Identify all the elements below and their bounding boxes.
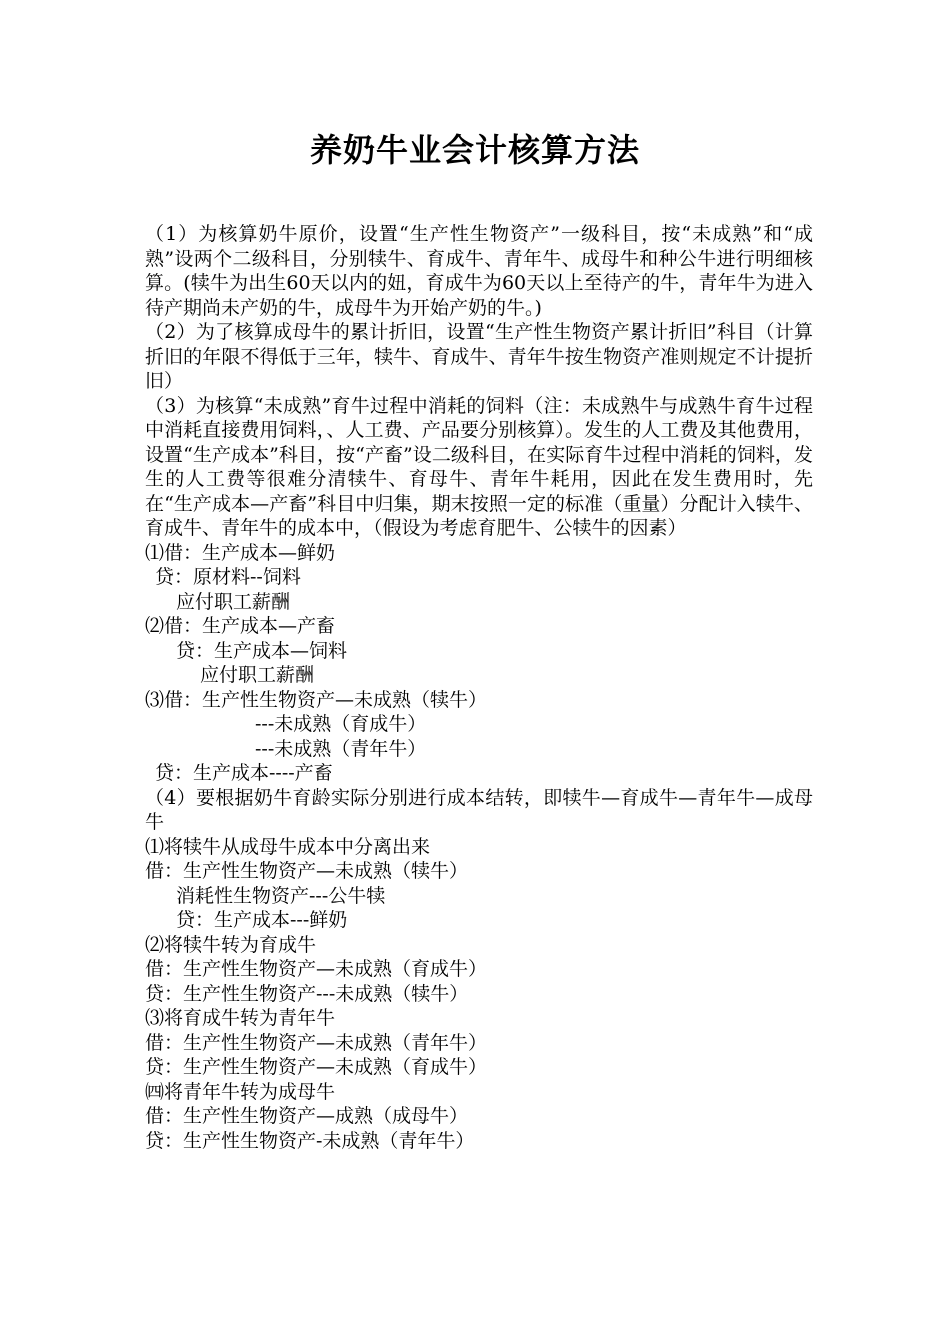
entry-3-debit-2: ---未成熟（育成牛） [255, 713, 427, 735]
entry-1-credit: 贷：原材料--饲料 [155, 566, 301, 588]
step-1-debit: 借：生产性生物资产—未成熟（犊牛） [145, 860, 469, 882]
step-1-credit: 贷：生产成本---鲜奶 [176, 909, 348, 931]
paragraph-2: （2）为了核算成母牛的累计折旧，设置“生产性生物资产累计折旧”科目（计算折旧的年限不得低于三年，犊牛、育成牛、青年牛按生物资产准则规定不计提折旧） [145, 321, 813, 392]
step-4-debit: 借：生产性生物资产—成熟（成母牛） [145, 1105, 469, 1127]
step-4-heading: ㈣将青年牛转为成母牛 [145, 1080, 336, 1103]
entry-1-credit-2: 应付职工薪酬 [176, 590, 291, 613]
step-3-debit: 借：生产性生物资产—未成熟（青年牛） [145, 1031, 488, 1054]
step-2-credit: 贷：生产性生物资产---未成熟（犊牛） [145, 982, 469, 1005]
entry-3-debit: ⑶借：生产性生物资产—未成熟（犊牛） [145, 688, 488, 711]
step-3-credit: 贷：生产性生物资产—未成熟（育成牛） [145, 1056, 488, 1078]
entry-3-credit: 贷：生产成本----产畜 [155, 762, 333, 784]
paragraph-1: （1）为核算奶牛原价，设置“生产性生物资产”一级科目，按“未成熟”和“成熟”设两个二级科目，分别犊牛、育成牛、青年牛、成母牛和种公牛进行明细核算。(犊牛为出生60天以内的妞，育成牛为60天以上至待产的牛，青年牛为进入待产期尚未产奶的牛，成母牛为开始产奶的牛。) [145, 223, 813, 319]
step-4-credit: 贷：生产性生物资产-未成熟（青年牛） [145, 1129, 475, 1152]
entry-2-debit: ⑵借：生产成本—产畜 [145, 615, 336, 637]
entry-2-credit: 贷：生产成本—饲料 [176, 639, 348, 662]
entry-3-debit-3: ---未成熟（青年牛） [255, 737, 427, 760]
paragraph-3: （3）为核算“未成熟”育牛过程中消耗的饲料（注：未成熟牛与成熟牛育牛过程中消耗直接费用饲料，、人工费、产品要分别核算）。发生的人工费及其他费用，设置“生产成本”科目，按“产畜”设二级科目，在实际育牛过程中消耗的饲料，发生的人工费等很难分清犊牛、育母牛、青年牛耗用，因此在发生费用时，先在“生产成本—产畜”科目中归集，期末按照一定的标准（重量）分配计入犊牛、育成牛、青年牛的成本中，（假设为考虑育肥牛、公犊牛的因素） [145, 394, 813, 539]
entry-2-credit-2: 应付职工薪酬 [200, 664, 315, 686]
document-body [145, 222, 813, 1153]
step-2-debit: 借：生产性生物资产—未成熟（育成牛） [145, 958, 488, 980]
entry-1-debit: ⑴借：生产成本—鲜奶 [145, 541, 336, 564]
document-title: 养奶牛业会计核算方法 [309, 131, 640, 169]
step-3-heading: ⑶将育成牛转为青年牛 [145, 1007, 336, 1029]
paragraph-4: （4）要根据奶牛育龄实际分别进行成本结转，即犊牛—育成牛—青年牛—成母牛 [145, 786, 813, 833]
step-2-heading: ⑵将犊牛转为育成牛 [145, 933, 317, 956]
step-1-debit-2: 消耗性生物资产---公牛犊 [176, 884, 386, 907]
step-1-heading: ⑴将犊牛从成母牛成本中分离出来 [145, 835, 431, 858]
